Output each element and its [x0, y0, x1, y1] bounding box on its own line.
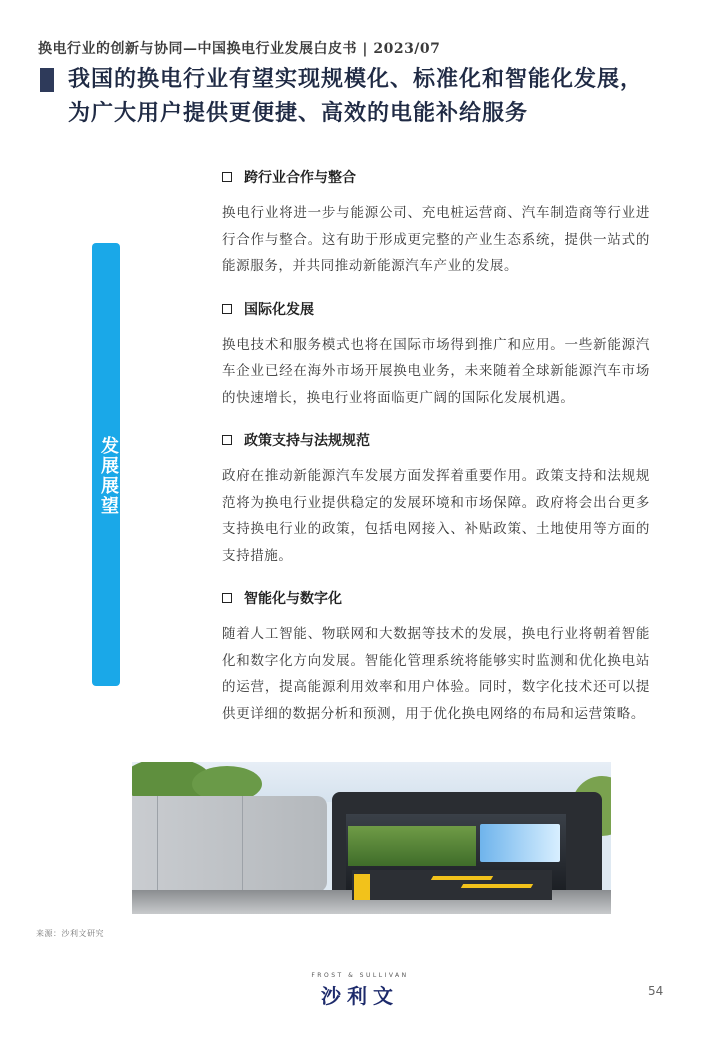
section-intelligence-digitalization: [222, 587, 650, 727]
section-heading: [222, 587, 650, 609]
section-internationalization: [222, 298, 650, 412]
section-heading-text: 跨行业合作与整合: [244, 170, 356, 186]
checkbox-bullet-icon: [222, 304, 232, 314]
section-heading: [222, 166, 650, 188]
photo-wall-seam: [157, 796, 158, 892]
section-body: 随着人工智能、物联网和大数据等技术的发展，换电行业将朝着智能化和数字化方向发展。智能化管理系统将能够实时监测和优化换电站的运营，提高能源利用效率和用户体验。同时，数字化技术还可以提供更详细的数据分析和预测，用于优化换电网络的布局和运营策略。: [222, 626, 650, 722]
brand-logo-chinese: 沙利文: [321, 984, 399, 1008]
checkbox-bullet-icon: [222, 435, 232, 445]
brand-logo: [0, 972, 720, 1009]
section-heading: [222, 429, 650, 451]
section-heading-text: 国际化发展: [244, 301, 314, 318]
battery-swap-station-photo: [132, 762, 611, 914]
brand-logo-english: FROST & SULLIVAN: [311, 972, 409, 979]
photo-lane-stripe: [354, 874, 370, 900]
side-category-label: 发展展望: [98, 436, 119, 516]
checkbox-bullet-icon: [222, 172, 232, 182]
section-body: 政府在推动新能源汽车发展方面发挥着重要作用。政策支持和法规规范将为换电行业提供稳定的发展环境和市场保障。政府将会出台更多支持换电行业的政策，包括电网接入、补贴政策、土地使用等方面的支持措施。: [222, 468, 650, 564]
source-note: 来源：沙利文研究: [36, 929, 104, 938]
photo-display-screen: [480, 824, 560, 862]
section-body: 换电技术和服务模式也将在国际市场得到推广和应用。一些新能源汽车企业已经在海外市场开展换电业务，未来随着全球新能源汽车市场的快速增长，换电行业将面临更广阔的国际化发展机遇。: [222, 336, 650, 406]
photo-wall-seam: [242, 796, 243, 892]
section-body: 换电行业将进一步与能源公司、充电桩运营商、汽车制造商等行业进行合作与整合。这有助于形成更完整的产业生态系统，提供一站式的能源服务，并共同推动新能源汽车产业的发展。: [222, 205, 650, 274]
checkbox-bullet-icon: [222, 593, 232, 603]
page-number: 54: [648, 984, 664, 998]
photo-background-greenery: [348, 826, 476, 866]
content-column: [222, 166, 650, 745]
photo-lane-stripe: [461, 884, 533, 888]
photo-wall-panel: [132, 796, 327, 892]
section-heading: [222, 298, 650, 320]
page-title-line-1: 我国的换电行业有望实现规模化、标准化和智能化发展，: [68, 66, 644, 92]
section-policy-support: [222, 429, 650, 569]
section-heading-text: 政策支持与法规规范: [244, 433, 370, 449]
page-title-line-2: 为广大用户提供更便捷、高效的电能补给服务: [68, 100, 529, 126]
photo-lane-stripe: [431, 876, 493, 880]
running-header: 换电行业的创新与协同—中国换电行业发展白皮书 | 2023/07: [38, 41, 441, 57]
section-heading-text: 智能化与数字化: [244, 591, 342, 607]
title-accent-bar: [40, 68, 54, 92]
side-category-tag: [92, 243, 120, 686]
page-title: [68, 62, 688, 130]
section-cross-industry: [222, 166, 650, 280]
